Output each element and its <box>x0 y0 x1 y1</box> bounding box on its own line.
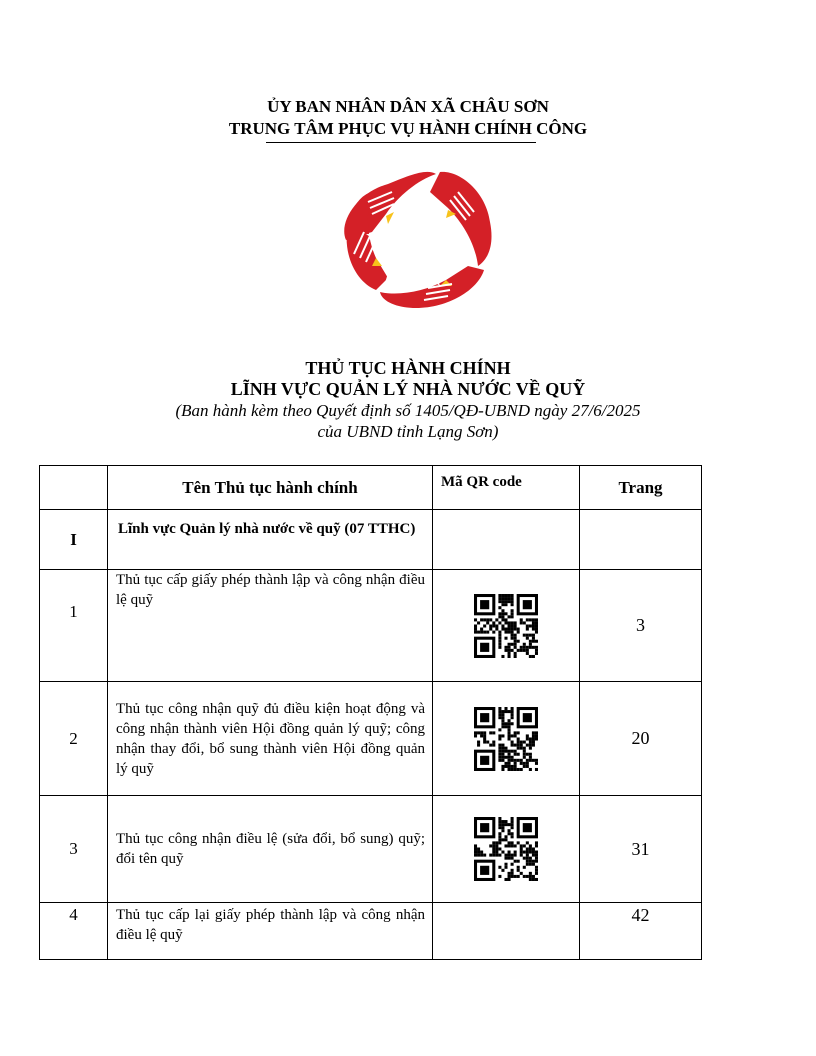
section-row <box>40 510 702 570</box>
qr-code-cell <box>433 903 580 960</box>
row-number: 4 <box>40 903 108 960</box>
page-number: 42 <box>580 903 702 960</box>
title-line-2: LĨNH VỰC QUẢN LÝ NHÀ NƯỚC VỀ QUỸ <box>230 379 586 399</box>
section-page-cell <box>580 510 702 570</box>
table-row <box>40 682 702 796</box>
public-service-center-star-logo-icon <box>328 162 496 312</box>
row-number: 1 <box>40 570 108 682</box>
issuing-authority: ỦY BAN NHÂN DÂN XÃ CHÂU SƠN <box>267 97 549 116</box>
issuing-center: TRUNG TÂM PHỤC VỤ HÀNH CHÍNH CÔNG <box>228 119 588 138</box>
table-row <box>40 570 702 682</box>
decision-reference: (Ban hành kèm theo Quyết định số 1405/QĐ-UBND ngày 27/6/2025 <box>175 401 641 420</box>
qr-code-icon[interactable] <box>474 593 538 659</box>
qr-code-icon[interactable] <box>474 817 538 881</box>
procedure-name: Thủ tục cấp lại giấy phép thành lập và công nhận điều lệ quỹ <box>108 903 433 960</box>
page-number: 31 <box>580 796 702 903</box>
qr-code-cell <box>433 570 580 682</box>
header-underline <box>266 142 536 143</box>
row-number: 3 <box>40 796 108 903</box>
table-row <box>40 903 702 960</box>
section-roman-numeral: I <box>40 510 108 570</box>
header-number-cell <box>40 466 108 510</box>
header-qr-code: Mã QR code <box>433 466 580 510</box>
qr-code-cell <box>433 796 580 903</box>
row-number: 2 <box>40 682 108 796</box>
page-number: 20 <box>580 682 702 796</box>
section-name: Lĩnh vực Quản lý nhà nước về quỹ (07 TTHC) <box>108 510 433 570</box>
document-title <box>0 358 816 442</box>
page-number: 3 <box>580 570 702 682</box>
qr-code-cell <box>433 682 580 796</box>
section-qr-cell <box>433 510 580 570</box>
procedure-name: Thủ tục công nhận điều lệ (sửa đổi, bổ sung) quỹ; đổi tên quỹ <box>108 796 433 903</box>
table-row <box>40 796 702 903</box>
table-header-row <box>40 466 702 510</box>
decision-issuer: của UBND tỉnh Lạng Sơn) <box>317 422 499 441</box>
procedure-name: Thủ tục cấp giấy phép thành lập và công nhận điều lệ quỹ <box>108 570 433 682</box>
document-header <box>0 96 816 140</box>
procedures-table <box>39 465 702 960</box>
qr-code-icon[interactable] <box>474 706 538 772</box>
header-procedure-name: Tên Thủ tục hành chính <box>108 466 433 510</box>
header-page: Trang <box>580 466 702 510</box>
procedure-name: Thủ tục công nhận quỹ đủ điều kiện hoạt động và công nhận thành viên Hội đồng quản lý quỹ; công nhận thay đổi, bổ sung thành viên Hội đồng quản lý quỹ <box>108 682 433 796</box>
title-line-1: THỦ TỤC HÀNH CHÍNH <box>305 358 511 378</box>
